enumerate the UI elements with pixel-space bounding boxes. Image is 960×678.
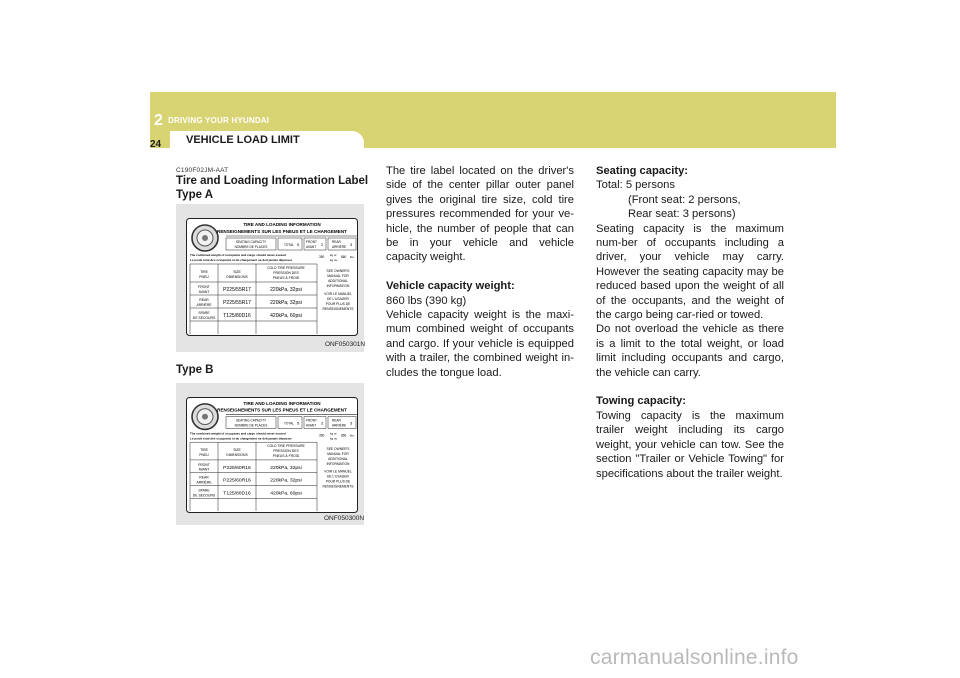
tire-label-photo-b bbox=[176, 383, 364, 525]
seating-front: (Front seat: 2 persons, bbox=[628, 193, 741, 206]
front-tire-en: FRONT bbox=[198, 285, 210, 289]
photo-a-code: ONF050301N bbox=[325, 341, 366, 348]
size-rear: P225/60R16 bbox=[223, 478, 251, 484]
right-column bbox=[596, 164, 784, 481]
weight-text-fr: Le poids total des occupants et du chargement ne doit jamais dépasser bbox=[190, 436, 292, 441]
size-spare: T125/80D16 bbox=[223, 491, 251, 497]
tire-label-a bbox=[186, 218, 358, 336]
size-front: P225/60R16 bbox=[223, 465, 251, 471]
section-code: C190F02JM-AAT bbox=[176, 167, 229, 174]
size-header-en: SIZE bbox=[233, 270, 241, 274]
label-title-en: TIRE AND LOADING INFORMATION bbox=[243, 222, 321, 227]
see-en-1: SEE OWNER'S bbox=[326, 269, 350, 273]
front-value: 2 bbox=[321, 242, 324, 247]
towing-capacity-heading: Towing capacity: bbox=[596, 395, 686, 408]
weight-text-en: The combined weight of occupants and cargo should never exceed bbox=[190, 431, 286, 436]
front-value: 2 bbox=[321, 420, 324, 426]
kg-unit-fr: kg ou bbox=[330, 436, 338, 441]
spare-tire-en: SPARE bbox=[198, 488, 210, 493]
pressure-spare: 420kPa, 60psi bbox=[270, 313, 302, 319]
tire-wheel-icon bbox=[192, 404, 218, 430]
kg-value: 390 bbox=[319, 255, 325, 259]
see-en-4: INFORMATION bbox=[326, 284, 350, 288]
see-fr-2: DE L'USAGER bbox=[327, 474, 349, 479]
rear-tire-fr: ARRIÈRE bbox=[196, 303, 212, 307]
kg-unit-fr: kg ou bbox=[330, 258, 338, 262]
pressure-header-fr1: PRESSION DES bbox=[273, 271, 299, 275]
front-label-fr: AVANT bbox=[306, 245, 317, 249]
label-type-b-heading: Type B bbox=[176, 364, 214, 376]
tire-wheel-icon bbox=[192, 225, 218, 251]
label-type-a-heading: Tire and Loading Information Label Type A bbox=[176, 175, 369, 201]
label-title-fr: RENSEIGNEMENTS SUR LES PNEUS ET LE CHARGEMENT bbox=[217, 407, 347, 413]
tire-header-en: TIRE bbox=[200, 448, 208, 453]
see-en-2: MANUAL FOR bbox=[327, 452, 349, 456]
front-label: FRONT bbox=[306, 240, 317, 244]
total-value: 5 bbox=[297, 242, 300, 247]
total-label: TOTAL bbox=[284, 421, 294, 426]
spare-tire-en: SPARE bbox=[198, 311, 210, 315]
pressure-header-fr2: PNEUS À FROID bbox=[272, 453, 300, 458]
seating-total: Total: 5 persons bbox=[596, 179, 675, 192]
total-value: 5 bbox=[297, 420, 300, 426]
spare-tire-fr: DE SECOURS bbox=[192, 316, 216, 320]
rear-tire-en: REAR bbox=[199, 475, 209, 480]
weight-text-fr: Le poids total des occupants et du chargement ne doit jamais dépasser bbox=[190, 258, 293, 262]
kg-unit-en: kg or bbox=[330, 253, 337, 257]
page-number: 24 bbox=[150, 139, 162, 150]
seating-fr: NOMBRE DE PLACES bbox=[234, 423, 268, 428]
middle-column bbox=[386, 164, 574, 380]
section-title: VEHICLE LOAD LIMIT bbox=[186, 134, 300, 146]
rear-value: 3 bbox=[350, 420, 353, 426]
lbs-value: 860 bbox=[341, 255, 347, 259]
overload-text: Do not overload the vehicle as there is a limit to the total weight, or load limit including occupants and cargo, the vehicle can carry. bbox=[596, 323, 784, 379]
pressure-header-fr2: PNEUS À FROID bbox=[272, 276, 300, 280]
rear-label: REAR bbox=[332, 418, 341, 423]
pressure-header-fr1: PRESSION DES bbox=[273, 449, 299, 454]
size-header-fr: DIMENSIONS bbox=[226, 275, 248, 279]
kg-unit-en: kg or bbox=[330, 431, 337, 436]
pressure-rear: 220kPa, 32psi bbox=[270, 300, 302, 306]
size-spare: T125/80D16 bbox=[223, 313, 251, 319]
rear-value: 3 bbox=[350, 242, 353, 247]
seating-fr: NOMBRE DE PLACES bbox=[234, 245, 268, 249]
see-en-3: ADDITIONAL bbox=[328, 456, 348, 461]
see-en-3: ADDITIONAL bbox=[328, 279, 348, 283]
pressure-header-en: COLD TIRE PRESSURE bbox=[267, 266, 305, 270]
see-fr-4: RENSEIGNEMENTS bbox=[322, 484, 354, 489]
size-rear: P225/55R17 bbox=[223, 300, 251, 306]
pressure-spare: 420kPa, 60psi bbox=[270, 491, 302, 497]
seating-text: Seating capacity is the maximum num-ber of occupants including a driver, your vehicle may carry. However the seating capacity may be reduced based upon the weight of all of the occupants, and the weight of the cargo being car-ried or towed. bbox=[596, 222, 784, 322]
pressure-rear: 220kPa, 32psi bbox=[270, 478, 302, 484]
tire-label-photo-a bbox=[176, 204, 364, 352]
rear-label: REAR bbox=[332, 240, 341, 244]
tire-header-fr: PNEU bbox=[199, 453, 209, 457]
seating-en: SEATING CAPACITY bbox=[235, 418, 267, 423]
kg-value: 390 bbox=[319, 433, 325, 438]
see-en-1: SEE OWNER'S bbox=[326, 447, 350, 452]
front-label-fr: AVANT bbox=[306, 423, 317, 428]
see-fr-3: POUR PLUS DE bbox=[325, 479, 351, 484]
rear-tire-en: REAR bbox=[199, 298, 209, 302]
see-fr-2: DE L'USAGER bbox=[327, 297, 349, 301]
tire-header-en: TIRE bbox=[200, 270, 208, 274]
lbs-value: 860 bbox=[341, 433, 347, 438]
vehicle-capacity-heading: Vehicle capacity weight: bbox=[386, 280, 515, 293]
label-title-fr: RENSEIGNEMENTS SUR LES PNEUS ET LE CHARGEMENT bbox=[217, 229, 347, 234]
weight-text-en: The combined weight of occupants and cargo should never exceed bbox=[190, 253, 286, 257]
watermark: carmanualsonline.info bbox=[590, 646, 799, 669]
intro-paragraph: The tire label located on the driver's side of the center pillar outer panel gives the original tire size, cold tire pressures recommended for your ve-hicle, the number of people that can be in your vehicle and vehicle capacity weight. bbox=[386, 165, 574, 264]
size-front: P225/55R17 bbox=[223, 287, 251, 293]
pressure-front: 220kPa, 32psi bbox=[270, 465, 302, 471]
label-title-en: TIRE AND LOADING INFORMATION bbox=[243, 400, 321, 406]
seating-rear: Rear seat: 3 persons) bbox=[628, 208, 736, 221]
total-label: TOTAL bbox=[284, 243, 294, 247]
tire-label-b bbox=[186, 397, 358, 513]
front-tire-fr: AVANT bbox=[198, 290, 210, 294]
seating-en: SEATING CAPACITY bbox=[235, 240, 267, 244]
lbs-unit: lbs. bbox=[350, 255, 355, 259]
see-fr-1: VOIR LE MANUEL bbox=[324, 469, 352, 474]
rear-label-fr: ARRIÈRE bbox=[332, 423, 347, 428]
see-fr-3: POUR PLUS DE bbox=[325, 302, 351, 306]
chapter-title: DRIVING YOUR HYUNDAI bbox=[168, 116, 270, 125]
photo-b-code: ONF050300N bbox=[324, 515, 365, 522]
seating-capacity-heading: Seating capacity: bbox=[596, 165, 689, 177]
towing-text: Towing capacity is the maximum trailer weight including its cargo weight, your vehicle can tow. See the section "Trailer or Vehicle Towing" for specifications about the trailer weight. bbox=[596, 409, 784, 480]
size-header-fr: DIMENSIONS bbox=[226, 453, 248, 457]
vehicle-capacity-text: Vehicle capacity weight is the maxi-mum combined weight of occupants and cargo. If your vehicle is equipped with a trailer, the combined weight in-cludes the tongue load. bbox=[386, 309, 574, 379]
vehicle-capacity-value: 860 lbs (390 kg) bbox=[386, 294, 467, 307]
see-en-2: MANUAL FOR bbox=[327, 274, 349, 278]
see-fr-4: RENSEIGNEMENTS bbox=[322, 307, 354, 311]
front-label: FRONT bbox=[306, 418, 317, 423]
tire-header-fr: PNEU bbox=[199, 275, 209, 279]
see-en-4: INFORMATION bbox=[326, 461, 350, 466]
lbs-unit: lbs. bbox=[350, 433, 355, 438]
pressure-header-en: COLD TIRE PRESSURE bbox=[267, 444, 305, 449]
front-tire-fr: AVANT bbox=[198, 467, 210, 472]
see-fr-1: VOIR LE MANUEL bbox=[324, 292, 352, 296]
rear-label-fr: ARRIÈRE bbox=[332, 245, 347, 249]
chapter-number: 2 bbox=[154, 112, 163, 129]
size-header-en: SIZE bbox=[233, 448, 241, 453]
pressure-front: 220kPa, 32psi bbox=[270, 287, 302, 293]
front-tire-en: FRONT bbox=[198, 462, 210, 467]
spare-tire-fr: DE SECOURS bbox=[192, 493, 216, 498]
rear-tire-fr: ARRIÈRE bbox=[196, 480, 212, 485]
